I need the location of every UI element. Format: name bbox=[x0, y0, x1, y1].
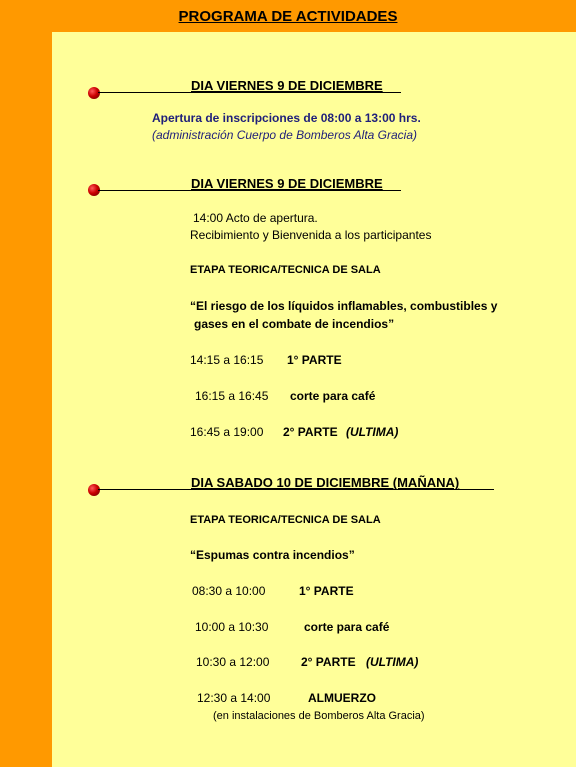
stage-label: ETAPA TEORICA/TECNICA DE SALA bbox=[190, 264, 381, 276]
schedule-label: ALMUERZO bbox=[308, 691, 376, 705]
schedule-label-extra: (ULTIMA) bbox=[346, 425, 399, 439]
schedule-label: corte para café bbox=[304, 620, 390, 634]
schedule-time: 12:30 a 14:00 bbox=[197, 691, 271, 705]
schedule-time: 14:15 a 16:15 bbox=[190, 353, 264, 367]
schedule-time: 16:45 a 19:00 bbox=[190, 425, 264, 439]
schedule-time: 10:30 a 12:00 bbox=[196, 655, 270, 669]
section-1-header: DIA VIERNES 9 DE DICIEMBRE bbox=[191, 78, 383, 93]
section-3-header: DIA SABADO 10 DE DICIEMBRE (MAÑANA) bbox=[191, 475, 460, 490]
schedule-label-extra: (ULTIMA) bbox=[366, 655, 419, 669]
topic-line: “Espumas contra incendios” bbox=[190, 548, 355, 562]
schedule-label: 1° PARTE bbox=[287, 353, 342, 367]
opening-act: 14:00 Acto de apertura. bbox=[193, 211, 318, 225]
registration-note: (administración Cuerpo de Bomberos Alta Gracia) bbox=[152, 128, 418, 142]
registration-line: Apertura de inscripciones de 08:00 a 13:00 hrs. bbox=[152, 111, 421, 125]
section-2-header: DIA VIERNES 9 DE DICIEMBRE bbox=[191, 176, 383, 191]
welcome-line: Recibimiento y Bienvenida a los participantes bbox=[190, 228, 432, 242]
schedule-label: corte para café bbox=[290, 389, 376, 403]
stage-label: ETAPA TEORICA/TECNICA DE SALA bbox=[190, 514, 381, 526]
schedule-label: 2° PARTE bbox=[301, 655, 356, 669]
topic-line-1: “El riesgo de los líquidos inflamables, combustibles y bbox=[190, 299, 498, 313]
topic-line-2: gases en el combate de incendios” bbox=[194, 317, 395, 331]
schedule-time: 16:15 a 16:45 bbox=[195, 389, 269, 403]
bullet-dot-icon bbox=[88, 484, 100, 496]
schedule-time: 08:30 a 10:00 bbox=[192, 584, 266, 598]
bullet-dot-icon bbox=[88, 87, 100, 99]
page-title: PROGRAMA DE ACTIVIDADES bbox=[178, 8, 398, 25]
schedule-time: 10:00 a 10:30 bbox=[195, 620, 269, 634]
schedule-label: 1° PARTE bbox=[299, 584, 354, 598]
lunch-note: (en instalaciones de Bomberos Alta Gracia) bbox=[213, 710, 425, 722]
schedule-label: 2° PARTE bbox=[283, 425, 338, 439]
